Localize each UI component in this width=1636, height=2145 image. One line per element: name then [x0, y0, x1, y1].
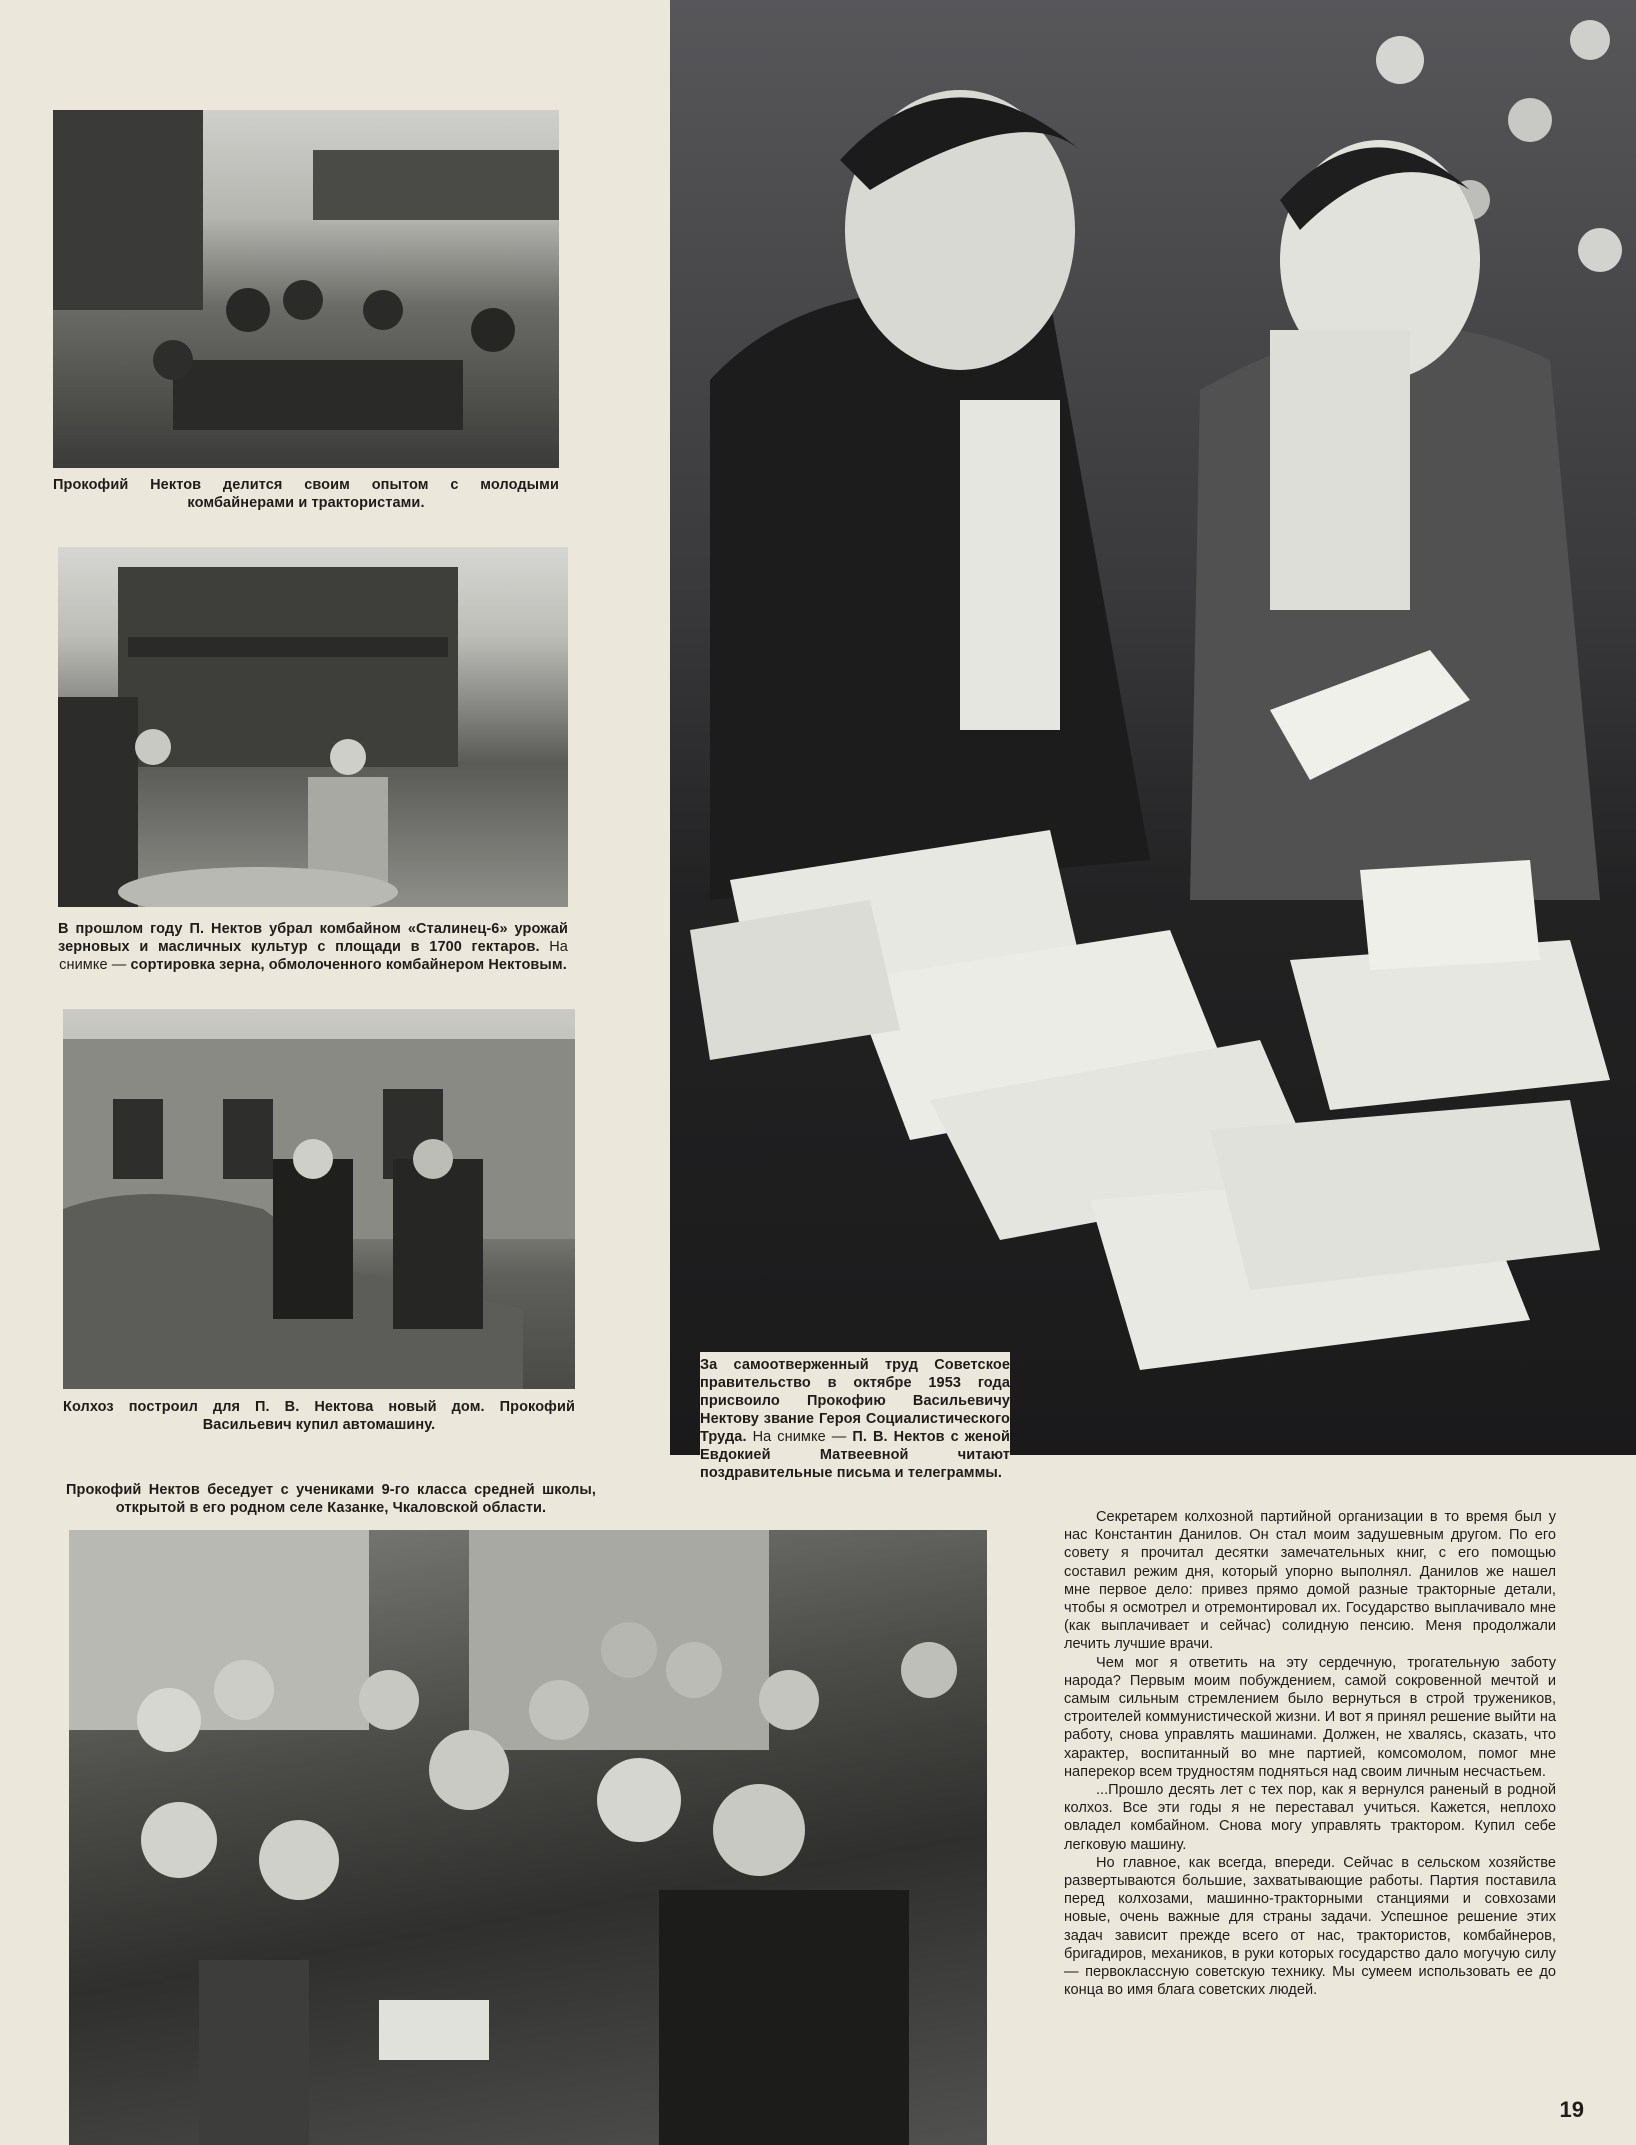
article-text	[1064, 1508, 1556, 1999]
article-paragraph: Чем мог я ответить на эту сердечную, трогательную заботу народа? Первым моим побуждением, самой сокровенной мечтой и самым сильным стремлением было вернуться в строй тружеников, строителей коммунистической жизни. И вот я принял решение выйти на работу, снова управлять машинами. Должен, не хвалясь, сказать, что характер, воспитанный во мне партией, комсомолом, помог мне наперекор всем трудностям подняться над своим личным несчастьем.	[1064, 1654, 1556, 1780]
caption-new-house-car: Колхоз построил для П. В. Нектова новый дом. Прокофий Васильевич купил автомашину.	[63, 1399, 575, 1433]
photo-new-house-car	[63, 1009, 575, 1389]
photo-nektov-with-wife	[670, 0, 1636, 1455]
caption-school-class: Прокофий Нектов беседует с учениками 9-го класса средней школы, открытой в его родном селе Казанке, Чкаловской области.	[66, 1482, 596, 1516]
photo-combine-operators	[53, 110, 559, 468]
page-number: 19	[1559, 2097, 1584, 2122]
caption-grain-sorting-lead: В прошлом году П. Нектов убрал комбайном «Сталинец-6» урожай зерновых и масличных культур с площади в 1700 гектаров.	[58, 921, 568, 955]
caption-combine-operators: Прокофий Нектов делится своим опытом с молодыми комбайнерами и трактористами.	[53, 477, 559, 511]
photo-grain-sorting	[58, 547, 568, 907]
article-paragraph: ...Прошло десять лет с тех пор, как я вернулся раненый в родной колхоз. Все эти годы я не переставал учиться. Кажется, неплохо овладел комбайном. Снова могу управлять трактором. Купил себе легковую машину.	[1064, 1782, 1556, 1853]
caption-grain-sorting	[58, 920, 568, 974]
photo-school-class	[69, 1530, 987, 2145]
caption-nektov-with-wife-na-snimke: На снимке —	[752, 1429, 847, 1445]
caption-nektov-with-wife-lead: За самоотверженный труд Советское правительство в октябре 1953 года присвоило Прокофию Васильевичу Нектову звание Героя Социалистического Труда.	[700, 1357, 1010, 1445]
article-paragraph: Но главное, как всегда, впереди. Сейчас в сельском хозяйстве развертываются большие, захватывающие работы. Партия поставила перед колхозами, машинно-тракторными станциями и совхозами новые, очень важные для страны задачи. Успешное решение этих задач зависит прежде всего от нас, трактористов, комбайнеров, бригадиров, механиков, в руки которых государство дало могучую силу — первоклассную советскую технику. Мы сумеем использовать ее до конца во имя блага советских людей.	[1064, 1854, 1556, 1999]
article-paragraph: Секретарем колхозной партийной организации в то время был у нас Константин Данилов. Он стал моим задушевным другом. По его совету я прочитал десятки замечательных книг, с его помощью составил режим дня, который упорно выполнял. Данилов же нашел мне первое дело: привез прямо домой разные тракторные детали, чтобы я осмотрел и отремонтировал их. Государство выплачивало мне (как выплачивает и сейчас) солидную пенсию. Меня продолжали лечить лучшие врачи.	[1064, 1509, 1556, 1653]
caption-grain-sorting-na-snimke: На снимке —	[59, 939, 568, 973]
caption-grain-sorting-rest: сортировка зерна, обмолоченного комбайнером Нектовым.	[130, 957, 567, 973]
caption-nektov-with-wife-rest: П. В. Нектов с женой Евдокией Матвеевной читают поздравительные письма и телеграммы.	[700, 1429, 1010, 1481]
caption-nektov-with-wife	[700, 1352, 1010, 1482]
